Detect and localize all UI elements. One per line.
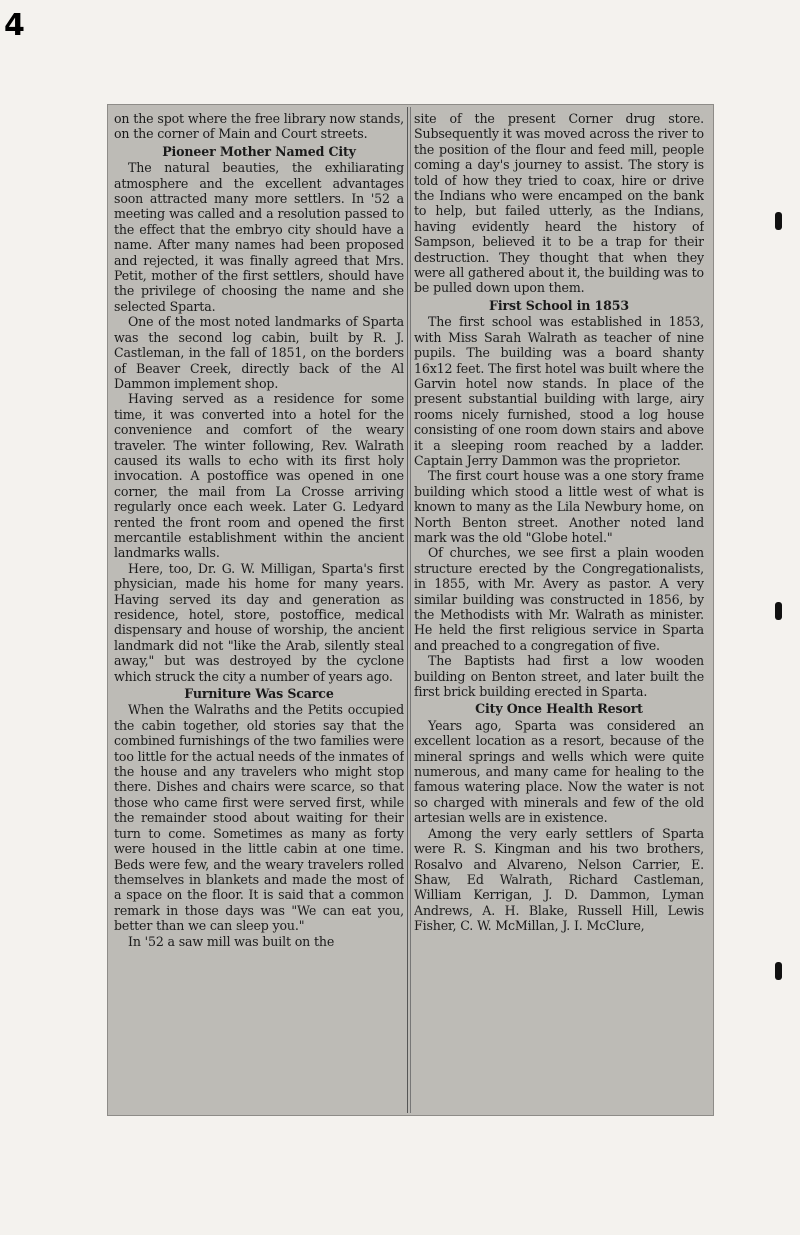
- paragraph: Years ago, Sparta was considered an excellent location as a resort, because of the mineral springs and wells which were quite numerous, and many came for healing to the famous watering place. Now the water is not so charged with minerals and few of the old artesian wells are in existence.: [414, 717, 704, 826]
- section-heading: Pioneer Mother Named City: [162, 143, 356, 159]
- column-divider-double: [410, 107, 411, 1113]
- page-number-mark: 4: [4, 8, 25, 43]
- section-heading: First School in 1853: [489, 297, 629, 313]
- paragraph: Of churches, we see first a plain wooden structure erected by the Congregationalists, in 1855, with Mr. Avery as pastor. A very similar building was constructed in 1856, by the Methodists with Mr. Walrath as minister. He held the first religious service in Sparta and preached to a congregation of five.: [414, 545, 704, 653]
- section-heading: City Once Health Resort: [475, 701, 643, 717]
- paragraph: In '52 a saw mill was built on the: [128, 933, 335, 949]
- paragraph: One of the most noted landmarks of Sparta was the second log cabin, built by R. J. Castleman, in the fall of 1851, on the borders of Beaver Creek, directly back of the Al Dammon implement shop.: [114, 314, 404, 391]
- binding-hole-mark: [775, 602, 782, 620]
- binding-hole-mark: [775, 962, 782, 980]
- newspaper-clipping: [107, 104, 714, 1116]
- section-heading: Furniture Was Scarce: [184, 686, 334, 702]
- column-divider: [407, 107, 408, 1113]
- paragraph: The natural beauties, the exhiliarating atmosphere and the excellent advantages soon attracted many more settlers. In '52 a meeting was called and a resolution passed to the effect that the embryo city should have a name. After many names had been proposed and rejected, it was finally agreed that Mrs. Petit, mother of the first settlers, should have the privilege of choosing the name and she selected Sparta.: [114, 160, 404, 314]
- paragraph: Here, too, Dr. G. W. Milligan, Sparta's first physician, made his home for many years. Having served its day and generation as residence, hotel, store, postoffice, medical dispensary and house of worship, the ancient landmark did not "like the Arab, silently steal away," but was destroyed by the cyclone which struck the city a number of years ago.: [114, 560, 404, 684]
- paragraph: The first court house was a one story frame building which stood a little west of what is known to many as the Lila Newbury home, on North Benton street. Another noted land mark was the old "Globe hotel.": [414, 468, 704, 545]
- paragraph: The first school was established in 1853, with Miss Sarah Walrath as teacher of nine pupils. The building was a board shanty 16x12 feet. The first hotel was built where the Garvin hotel now stands. In place of the present substantial building with large, airy rooms nicely furnished, stood a log house consisting of one room down stairs and above it a sleeping room reached by a ladder. Captain Jerry Dammon was the proprietor.: [414, 314, 704, 468]
- paragraph: The Baptists had first a low wooden building on Benton street, and later built the first brick building erected in Sparta.: [414, 653, 704, 700]
- left-column: [114, 111, 404, 949]
- right-column: [414, 111, 704, 934]
- paragraph: site of the present Corner drug store. Subsequently it was moved across the river to the position of the flour and feed mill, people coming a day's journey to assist. The story is told of how they tried to coax, hire or drive the Indians who were encamped on the bank to help, but failed utterly, as the Indians, having evidently heard the history of Sampson, believed it to be a trap for their destruction. They thought that when they were all gathered about it, the building was to be pulled down upon them.: [414, 111, 704, 296]
- paragraph: on the spot where the free library now stands, on the corner of Main and Court streets.: [114, 111, 404, 142]
- binding-hole-mark: [775, 212, 782, 230]
- paragraph: When the Walraths and the Petits occupied the cabin together, old stories say that the combined furnishings of the two families were too little for the actual needs of the inmates of the house and any travelers who might stop there. Dishes and chairs were scarce, so that those who came first were served first, while the remainder stood about waiting for their turn to come. Sometimes as many as forty were housed in the little cabin at one time. Beds were few, and the weary travelers rolled themselves in blankets and made the most of a space on the floor. It is said that a common remark in those days was "We can eat you, better than we can sleep you.": [114, 702, 404, 934]
- paragraph: Among the very early settlers of Sparta were R. S. Kingman and his two brothers, Rosalvo and Alvareno, Nelson Carrier, E. Shaw, Ed Walrath, Richard Castleman, William Kerrigan, J. D. Dammon, Lyman Andrews, A. H. Blake, Russell Hill, Lewis Fisher, C. W. McMillan, J. I. McClure,: [414, 825, 704, 934]
- paragraph: Having served as a residence for some time, it was converted into a hotel for the convenience and comfort of the weary traveler. The winter following, Rev. Walrath caused its walls to echo with its first holy invocation. A postoffice was opened in one corner, the mail from La Crosse arriving regularly once each week. Later G. Ledyard rented the front room and opened the first mercantile establishment within the ancient landmarks walls.: [114, 391, 404, 561]
